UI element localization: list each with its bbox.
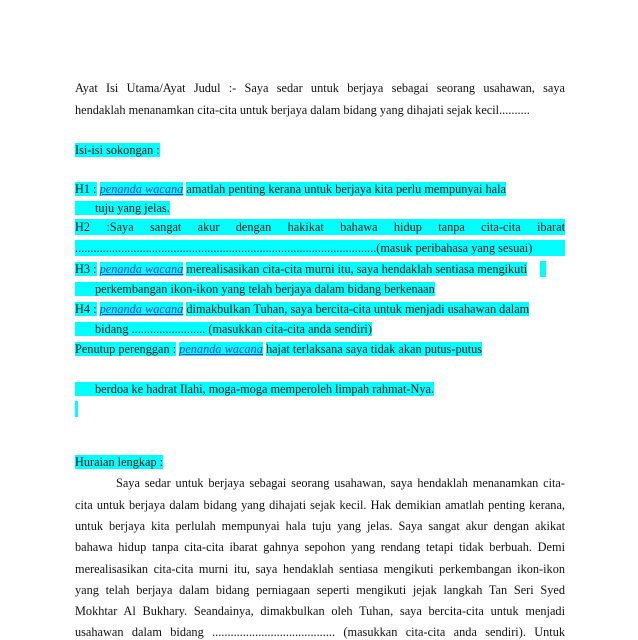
elaboration-heading-line (75, 454, 565, 470)
elaboration-line-7: Mokhtar Al Bukhary. Seandainya, dimakbulkan oleh Tuhan, saya bercita-cita untuk menjadi (75, 604, 565, 618)
elaboration-line-5: merealisasikan cita-cita murni itu, saya hendaklah sentiasa mengikuti perkembangan ikon-ikon (75, 562, 565, 576)
closing-text: hajat terlaksana saya tidak akan putus-putus (265, 342, 483, 356)
closing-line (75, 341, 565, 357)
elaboration-line-3: untuk berjaya kita perlulah mempunyai hala tuju yang jelas. Saya sangat akur dengan akikat (75, 519, 565, 533)
support-points-heading-text: Isi-isi sokongan : (75, 143, 160, 157)
elaboration-line-6: yang telah berjaya dalam bidang perniagaan seperti mengikuti jejak langkah Tan Seri Syed (75, 583, 565, 597)
h3-cont-line (75, 281, 565, 297)
h3-highlight-mark (540, 261, 546, 277)
h2-continuation: ..................................................................................................(masuk peribahasa yang sesuai) (75, 240, 565, 256)
support-points-heading (75, 142, 565, 158)
h1-line (75, 181, 565, 197)
elaboration-line-4: bahawa hidup tanpa cita-cita ibarat gahnya sepohon yang rendang tetapi tidak berbuah. Demi (75, 540, 565, 554)
closing-continuation: berdoa ke hadrat Ilahi, moga-moga memperoleh limpah rahmat-Nya. (75, 382, 434, 396)
h1-discourse-marker: penanda wacana (99, 182, 184, 196)
h2-label: H2 (75, 220, 91, 234)
h3-label: H3 : (75, 262, 97, 276)
h3-text: merealisasikan cita-cita murni itu, saya hendaklah sentiasa mengikuti (186, 262, 528, 276)
closing-label: Penutup perenggan : (75, 342, 177, 356)
main-sentence-line-2: hendaklah menanamkan cita-cita untuk berjaya dalam bidang yang dihajati sejak kecil.......... (75, 103, 530, 117)
h2-text: :Saya sangat akur dengan hakikat bahawa hidup tanpa cita-cita ibarat (106, 220, 566, 234)
elaboration-line-2: cita untuk berjaya dalam bidang yang dihajati sejak kecil. Hak demikian amatlah penting kerana, (75, 498, 565, 512)
elaboration-line-8: usahawan dalam bidang ........................................ (masukkan cita-cita anda sendiri). Untuk (75, 625, 565, 639)
closing-discourse-marker: penanda wacana (179, 342, 263, 356)
h1-continuation: tuju yang jelas. (75, 201, 170, 215)
closing-cont-line (75, 381, 565, 397)
h4-line (75, 301, 565, 317)
h1-cont-line (75, 200, 565, 216)
elaboration-line-1: Saya sedar untuk berjaya sebagai seorang usahawan, saya hendaklah menanamkan cita- (116, 476, 565, 490)
h4-discourse-marker: penanda wacana (99, 302, 184, 316)
h2-line (75, 219, 565, 235)
blank-highlight-line (75, 401, 565, 417)
h1-text: amatlah penting kerana untuk berjaya kita perlu mempunyai hala (186, 182, 506, 196)
h4-cont-line (75, 321, 565, 337)
main-sentence-line-1: Ayat Isi Utama/Ayat Judul :- Saya sedar untuk berjaya sebagai seorang usahawan, saya (75, 81, 565, 95)
h4-text: dimakbulkan Tuhan, saya bercita-cita untuk menjadi usahawan dalam (186, 302, 530, 316)
elaboration-heading: Huraian lengkap : (75, 455, 164, 469)
h4-label: H4 : (75, 302, 97, 316)
h3-line (75, 261, 565, 277)
h4-continuation: bidang ........................ (masukkan cita-cita anda sendiri) (75, 322, 372, 336)
h3-continuation: perkembangan ikon-ikon yang telah berjaya dalam bidang berkenaan (75, 282, 435, 296)
h1-label: H1 : (75, 182, 97, 196)
h3-discourse-marker: penanda wacana (99, 262, 184, 276)
blank-highlight-mark (75, 401, 78, 417)
